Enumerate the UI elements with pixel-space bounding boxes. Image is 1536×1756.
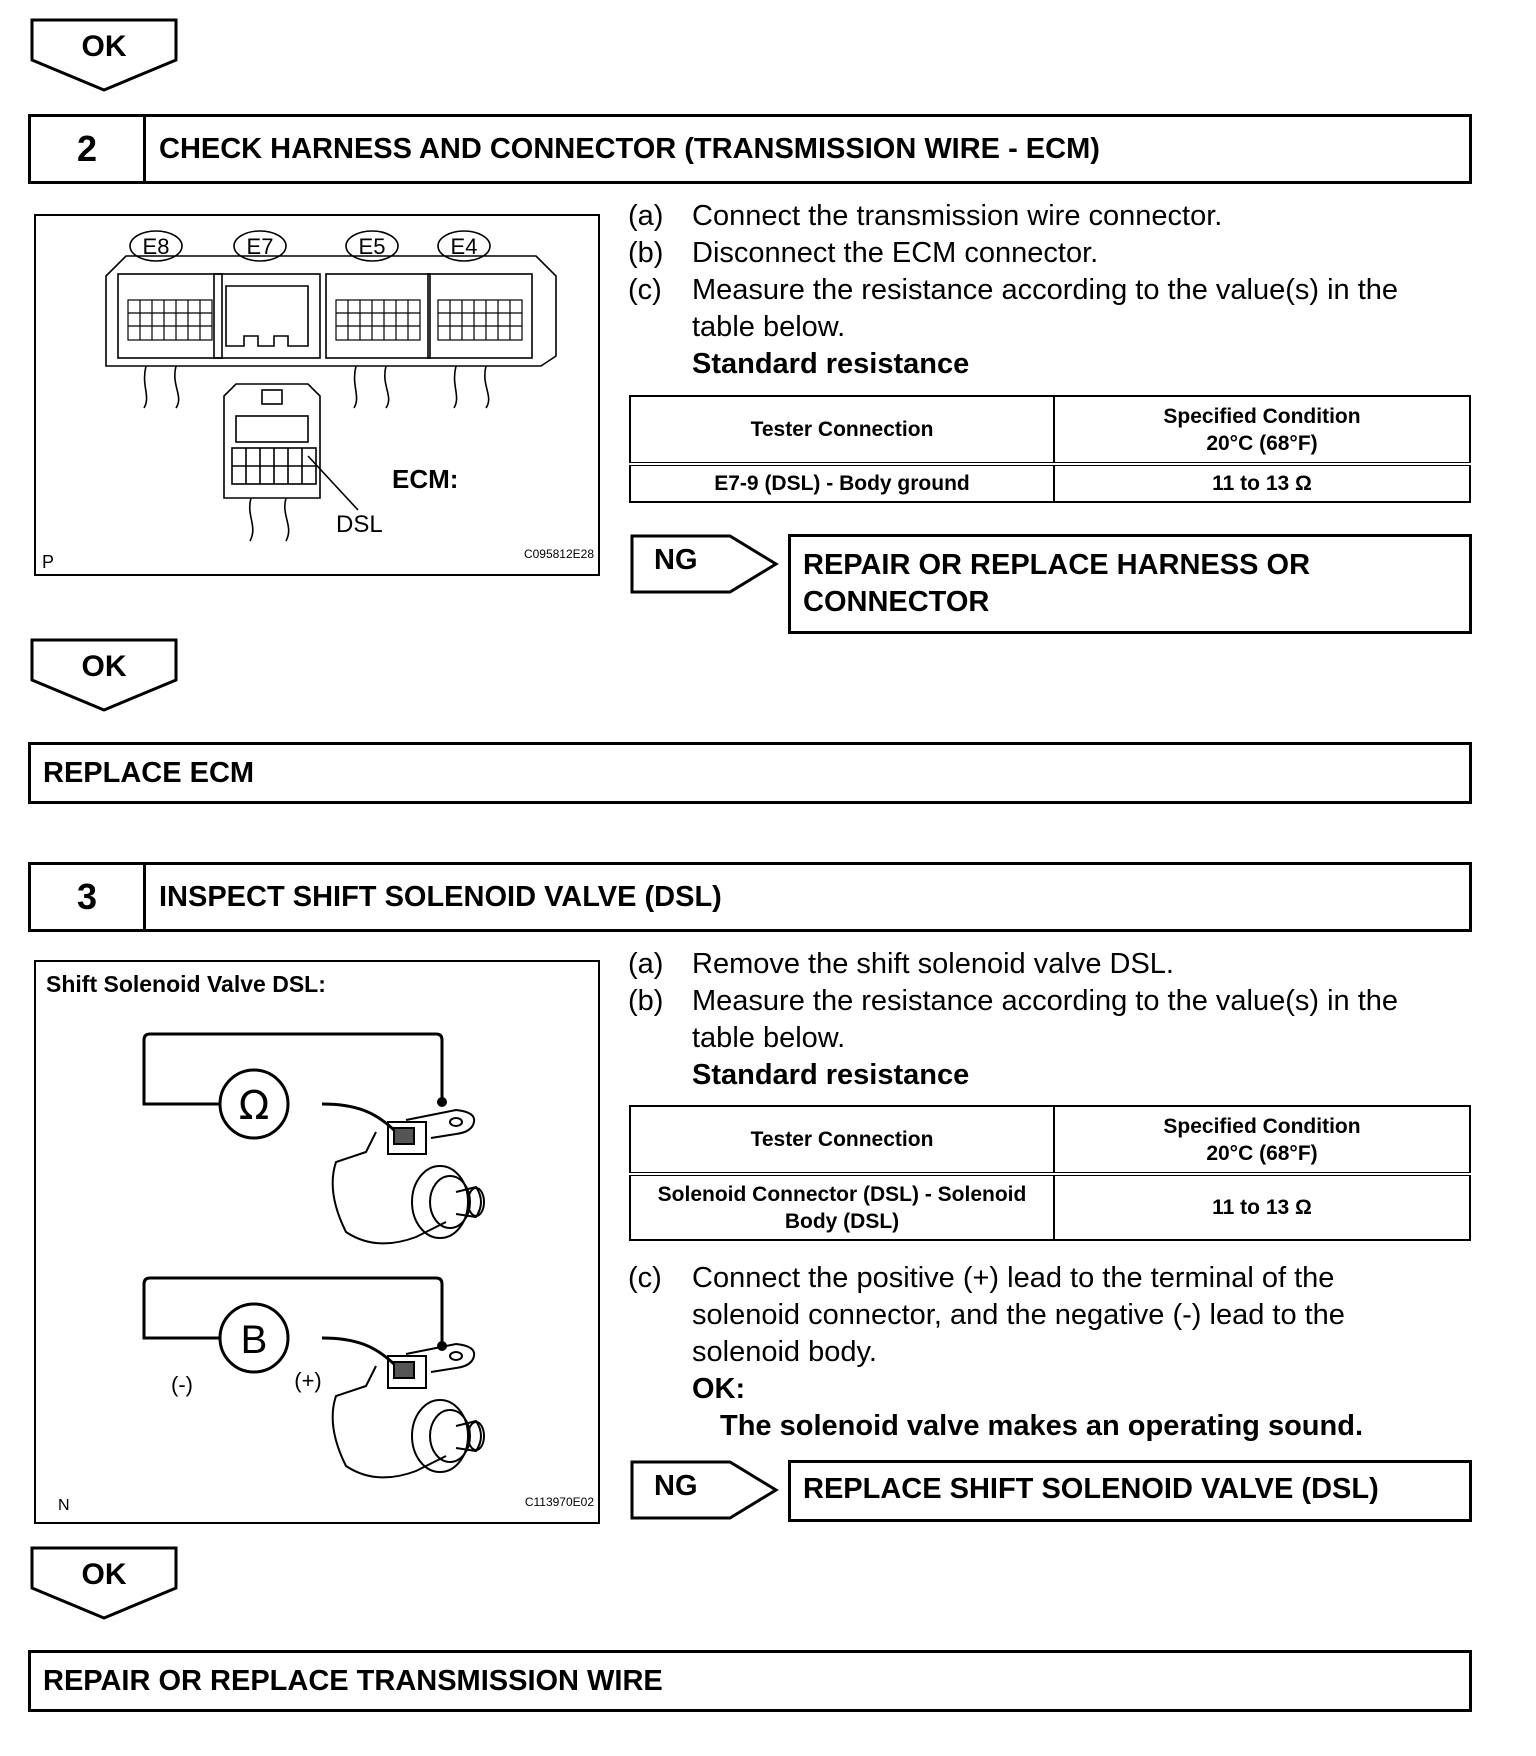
ng-result-box [788,534,1472,634]
connector-label: E7 [246,234,274,259]
header-line: 20°C (68°F) [1206,1141,1318,1165]
standard-resistance-label: Standard resistance [692,348,970,380]
ecm-label: ECM: [392,464,459,494]
table-header-condition [1054,1106,1470,1174]
header-line: Specified Condition [1163,1114,1361,1138]
instruction-text: Measure the resistance according to the value(s) in the [692,985,1399,1017]
figure-corner-letter: N [58,1497,70,1514]
cell-line: Solenoid Connector (DSL) - Solenoid [657,1182,1027,1206]
table-cell-condition: 11 to 13 Ω [1054,1174,1470,1240]
step-3-instruction-c [628,1260,1468,1450]
ng-label: NG [654,544,698,576]
battery-icon: B [240,1318,268,1362]
instruction-text: Measure the resistance according to the value(s) in the [692,274,1399,306]
solenoid-diagram [36,962,602,1526]
ok-condition-heading: OK: [692,1373,746,1405]
ok-label: OK [81,650,127,683]
table-header-tester: Tester Connection [630,1106,1054,1174]
header-line: Specified Condition [1163,404,1361,428]
ecm-connector-figure [34,214,600,576]
solenoid-figure [34,960,600,1524]
ok-label: OK [81,30,127,63]
figure-title: Shift Solenoid Valve DSL: [46,971,326,997]
repair-transmission-wire-bar: REPAIR OR REPLACE TRANSMISSION WIRE [28,1650,1472,1712]
ng-result-line: REPLACE SHIFT SOLENOID VALVE (DSL) [803,1473,1379,1505]
connector-label: E4 [450,234,478,259]
table-cell-connection [630,1174,1054,1240]
instruction-text: Connect the transmission wire connector. [692,200,1223,232]
table-row [630,1174,1470,1240]
ok-arrow-tag-step3 [30,1546,178,1622]
ok-condition-text: The solenoid valve makes an operating sound. [720,1410,1363,1442]
figure-code: C113970E02 [524,1495,594,1509]
ng-arrow-tag [630,1460,780,1522]
standard-resistance-label: Standard resistance [692,1059,970,1091]
ng-result-line: CONNECTOR [803,586,990,618]
instruction-text-continued: solenoid body. [692,1336,877,1368]
step-number: 2 [31,117,146,181]
step-title: CHECK HARNESS AND CONNECTOR (TRANSMISSION WIRE - ECM) [159,133,1100,165]
instruction-text-continued: solenoid connector, and the negative (-) lead to the [692,1299,1345,1331]
table-cell-connection: E7-9 (DSL) - Body ground [630,464,1054,502]
ng-arrow-tag [630,534,780,596]
ng-result-box [788,1460,1472,1522]
step-3-header [28,862,1472,932]
table-header-tester: Tester Connection [630,396,1054,464]
replace-ecm-bar: REPLACE ECM [28,742,1472,804]
connector-label: E8 [142,234,170,259]
step-number: 3 [31,865,146,929]
step-2-resistance-table [629,395,1471,503]
ecm-connector-diagram [36,216,602,578]
negative-lead-label: (-) [171,1372,193,1397]
instruction-marker: (b) [628,237,664,269]
ok-arrow-tag-step2 [30,638,178,714]
positive-lead-label: (+) [294,1368,322,1393]
ok-arrow-tag-top [30,18,178,94]
ng-label: NG [654,1470,698,1502]
step-3-resistance-table [629,1105,1471,1241]
table-header-condition [1054,396,1470,464]
instruction-marker: (b) [628,985,664,1017]
ng-result-line: REPAIR OR REPLACE HARNESS OR [803,549,1311,581]
step-2-instructions [628,198,1468,388]
instruction-marker: (a) [628,948,664,980]
instruction-text: Connect the positive (+) lead to the terminal of the [692,1262,1335,1294]
step-2-header [28,114,1472,184]
header-line: 20°C (68°F) [1206,431,1318,455]
cell-line: Body (DSL) [784,1209,900,1233]
instruction-text-continued: table below. [692,1022,846,1054]
arrow-right-icon [630,1460,780,1522]
table-cell-condition: 11 to 13 Ω [1054,464,1470,502]
figure-corner-letter: P [42,552,55,572]
arrow-right-icon [630,534,780,596]
ohmmeter-icon: Ω [238,1083,270,1129]
table-row [630,464,1470,502]
figure-code: C095812E28 [523,547,594,561]
instruction-marker: (c) [628,274,662,306]
step-3-instructions [628,946,1468,1096]
ok-label: OK [81,1558,127,1591]
instruction-text: Disconnect the ECM connector. [692,237,1099,269]
step-title: INSPECT SHIFT SOLENOID VALVE (DSL) [159,881,722,913]
instruction-marker: (c) [628,1262,662,1294]
dsl-label: DSL [336,511,383,538]
instruction-text-continued: table below. [692,311,846,343]
connector-label: E5 [358,234,386,259]
instruction-marker: (a) [628,200,664,232]
instruction-text: Remove the shift solenoid valve DSL. [692,948,1174,980]
